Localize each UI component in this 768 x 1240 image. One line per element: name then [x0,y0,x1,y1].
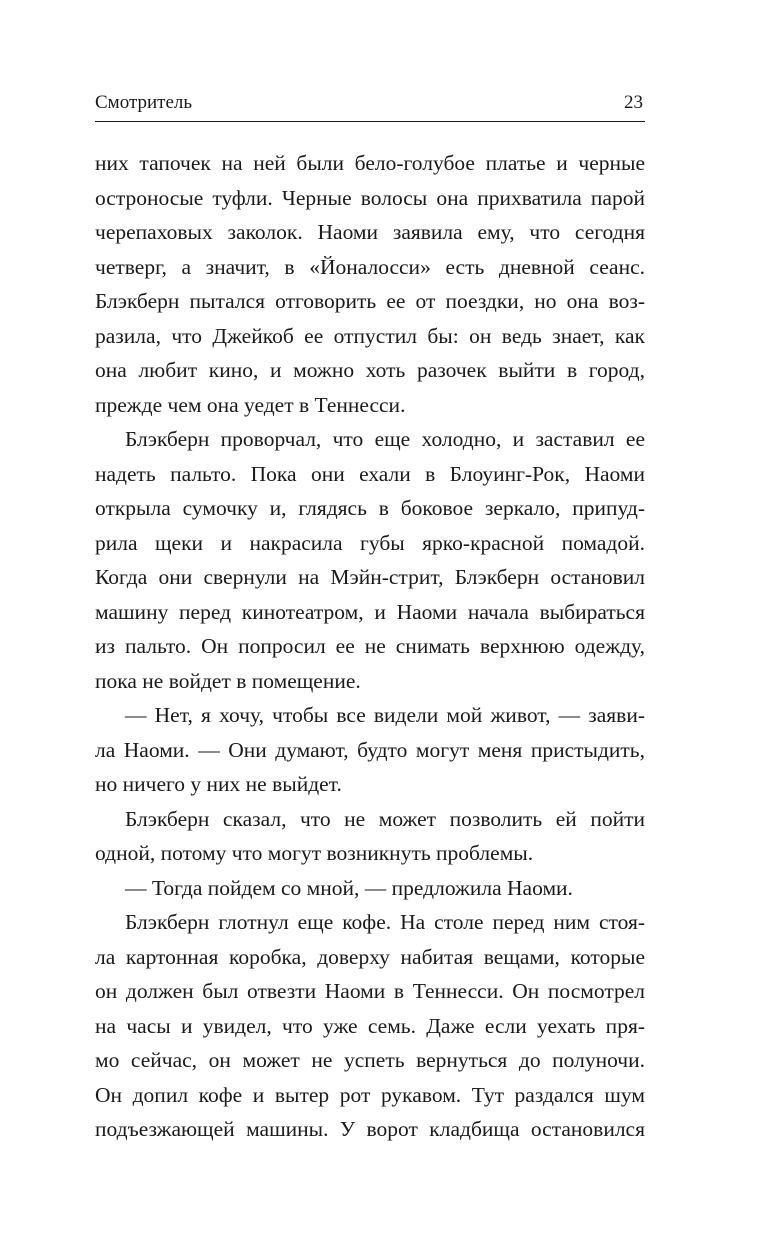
text-line: одной, потому что могут возникнуть проблемы. [95,841,534,865]
text-line: она любит кино, и можно хоть разочек выйти в город, [95,358,645,382]
text-line: черепаховых заколок. Наоми заявила ему, что сегодня [95,220,645,244]
text-line: остроносые туфли. Черные волосы она прихватила парой [95,185,645,210]
text-line: ла Наоми. — Они думают, будто могут меня пристыдить, [95,737,645,762]
paragraph-first-line: Блэкберн глотнул еще кофе. На столе перед ним стоя- [125,910,645,934]
header-rule [95,121,645,122]
text-line: них тапочек на ней были бело-голубое платье и черные [95,151,645,175]
text-line: Он допил кофе и вытер рот рукавом. Тут раздался шум [95,1082,645,1107]
paragraph-first-line: Блэкберн проворчал, что еще холодно, и заставил ее [125,427,645,451]
text-line: Когда они свернули на Мэйн-стрит, Блэкберн остановил [95,565,645,589]
running-title: Смотритель [95,92,193,113]
text-line: рила щеки и накрасила губы ярко-красной помадой. [95,530,645,555]
text-line: разила, что Джейкоб ее отпустил бы: он ведь знает, как [95,323,645,348]
text-line: из пальто. Он попросил ее не снимать верхнюю одежду, [95,634,645,658]
running-header [95,88,645,118]
text-line: Блэкберн пытался отговорить ее от поездки, но она воз- [95,289,645,313]
text-line: прежде чем она уедет в Теннесси. [95,392,406,417]
text-line: пока не войдет в помещение. [95,668,361,693]
text-line: подъезжающей машины. У ворот кладбища остановился [95,1117,645,1141]
text-line: машину перед кинотеатром, и Наоми начала выбираться [95,599,645,624]
text-line: он должен был отвезти Наоми в Теннесси. Он посмотрел [95,979,645,1003]
dialogue-first-line: — Тогда пойдем со мной, — предложила Наоми. [125,875,573,900]
book-page [95,0,645,1240]
body-text [95,146,645,1147]
paragraph-first-line: Блэкберн сказал, что не может позволить ей пойти [125,806,645,831]
text-line: ла картонная коробка, доверху набитая вещами, которые [95,944,645,969]
dialogue-first-line: — Нет, я хочу, чтобы все видели мой живот, — заяви- [125,703,645,727]
text-line: открыла сумочку и, глядясь в боковое зеркало, припуд- [95,496,645,520]
text-line: но ничего у них не выйдет. [95,772,342,796]
text-line: мо сейчас, он может не успеть вернуться до полуночи. [95,1048,645,1072]
text-line: на часы и увидел, что уже семь. Даже если уехать пря- [95,1013,645,1038]
text-line: надеть пальто. Пока они ехали в Блоуинг-Рок, Наоми [95,461,645,486]
text-line: четверг, а значит, в «Йоналосси» есть дневной сеанс. [95,254,645,279]
page-number: 23 [624,92,643,113]
